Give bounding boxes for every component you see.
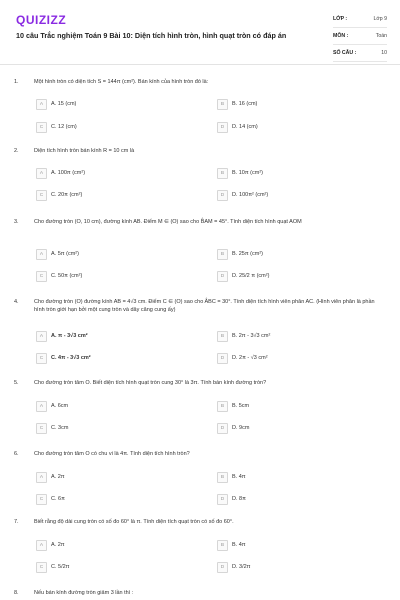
option-c[interactable]: C C. 50π (cm²)	[36, 271, 201, 283]
option-c[interactable]: C C. 5/2π	[36, 562, 201, 574]
option-d[interactable]: D D. 14 (cm)	[217, 122, 382, 134]
option-a[interactable]: A A. 5π (cm²)	[36, 249, 201, 261]
option-b[interactable]: B B. 2π - 3√3 cm²	[217, 331, 382, 343]
option-a[interactable]: A A. π - 3√3 cm²	[36, 331, 201, 343]
option-d[interactable]: D D. 9cm	[217, 423, 382, 435]
option-b[interactable]: B B. 5cm	[217, 401, 382, 413]
option-d[interactable]: D D. 100π² (cm²)	[217, 190, 382, 202]
option-d[interactable]: D D. 25/2 π (cm²)	[217, 271, 382, 283]
meta-subject: MÔN : Toán	[333, 30, 387, 45]
question-text: Một hình tròn có diện tích S = 144π (cm²). Bán kính của hình tròn đó là:	[34, 79, 209, 85]
option-c[interactable]: C C. 20π (cm²)	[36, 190, 201, 202]
option-c[interactable]: C C. 6π	[36, 494, 201, 506]
option-c[interactable]: C C. 3cm	[36, 423, 201, 435]
option-b[interactable]: B B. 4π	[217, 540, 382, 552]
option-c[interactable]: C C. 12 (cm)	[36, 122, 201, 134]
question-text: Biết rằng độ dài cung tròn có số đo 60° là π. Tính diện tích quạt tròn có số đo 60°.	[34, 519, 234, 525]
option-d[interactable]: D D. 2π - √3 cm²	[217, 353, 382, 365]
option-a[interactable]: A A. 15 (cm)	[36, 99, 201, 111]
option-b[interactable]: B B. 25π (cm²)	[217, 249, 382, 261]
question-text: Cho đường tròn tâm O có chu vi là 4π. Tính diện tích hình tròn?	[34, 451, 190, 457]
quiz-page: QUIZIZZ 10 câu Trắc nghiệm Toán 9 Bài 10: Diện tích hình tròn, hình quạt tròn có đáp án LỚP : Lớp 9 MÔN : Toán SỐ CÂU : 10 1. Một hình tròn có diện tích S = 144π (cm²). Bán kính của hình tròn đó là: A A. 15 (cm) B B. 16 (cm) C C. 12 (cm) D D. 14 (cm) 2. Diện tích hình tròn bán kính R = 10 cm là A A. 100π (cm²) B B. 10π (cm²) C C. 20π (cm²) D D. 100π² (cm²) 3. Cho đường tròn (O, 10 cm), đường kính AB. Điểm M ∈ (O) sao cho B̂AM = 45°. Tính diện tích hình quạt AOM A A. 5π (cm²) B B. 25π (cm²) C C. 50π (cm²) D D. 25/2 π (cm²) 4. Cho đường tròn (O) đường kính AB = 4√3 cm. Điểm C ∈ (O) sao cho A​̂BC = 30°. Tính diện tích hình viên phân AC. (Hình viên phân là phần hình tròn giới hạn bởi một cung tròn và dây căng cung ấy) A A. π - 3√3 cm² B B. 2π - 3√3 cm² C C. 4π - 3√3 cm² D D. 2π - √3 cm² 5. Cho đường tròn tâm O. Biết diện tích hình quạt tròn cung 30° là 3π. Tính bán kính đường tròn? A A. 6cm B B. 5cm C C. 3cm D D. 9cm 6. Cho đường tròn tâm O có chu vi là 4π. Tính diện tích hình tròn? A A. 2π B B. 4π C C. 6π D D. 8π 7. Biết rằng độ dài cung tròn có số đo 60° là π. Tính diện tích quạt tròn có số đo 60°. A A. 2π B B. 4π C C. 5/2π D D. 3/2π 8. Nếu bán kính đường tròn giảm 3 lần thì :	[0, 0, 400, 600]
option-a[interactable]: A A. 6cm	[36, 401, 201, 413]
option-a[interactable]: A A. 100π (cm²)	[36, 168, 201, 180]
option-a[interactable]: A A. 2π	[36, 472, 201, 484]
option-d[interactable]: D D. 8π	[217, 494, 382, 506]
option-b[interactable]: B B. 10π (cm²)	[217, 168, 382, 180]
header-divider	[0, 64, 400, 65]
question-text: Diện tích hình tròn bán kính R = 10 cm là	[34, 148, 135, 154]
quizizz-logo: QUIZIZZ	[16, 13, 67, 27]
option-b[interactable]: B B. 16 (cm)	[217, 99, 382, 111]
option-c[interactable]: C C. 4π - 3√3 cm²	[36, 353, 201, 365]
option-a[interactable]: A A. 2π	[36, 540, 201, 552]
question-text: Nếu bán kính đường tròn giảm 3 lần thì :	[34, 590, 134, 596]
question-text: Cho đường tròn tâm O. Biết diện tích hình quạt tròn cung 30° là 3π. Tính bán kính đường tròn?	[34, 380, 267, 386]
question-text: Cho đường tròn (O, 10 cm), đường kính AB. Điểm M ∈ (O) sao cho B̂AM = 45°. Tính diện tích hình quạt AOM	[34, 219, 302, 225]
option-d[interactable]: D D. 3/2π	[217, 562, 382, 574]
document-title: 10 câu Trắc nghiệm Toán 9 Bài 10: Diện tích hình tròn, hình quạt tròn có đáp án	[16, 31, 287, 40]
meta-panel	[333, 13, 387, 64]
meta-class: LỚP : Lớp 9	[333, 13, 387, 28]
option-b[interactable]: B B. 4π	[217, 472, 382, 484]
meta-question-count: SỐ CÂU : 10	[333, 47, 387, 62]
question-text: Cho đường tròn (O) đường kính AB = 4√3 cm. Điểm C ∈ (O) sao cho A​̂BC = 30°. Tính diện tích hình viên phân AC. (Hình viên phân là phần hình tròn giới hạn bởi một cung tròn và dây căng cung ấy)	[34, 299, 375, 313]
